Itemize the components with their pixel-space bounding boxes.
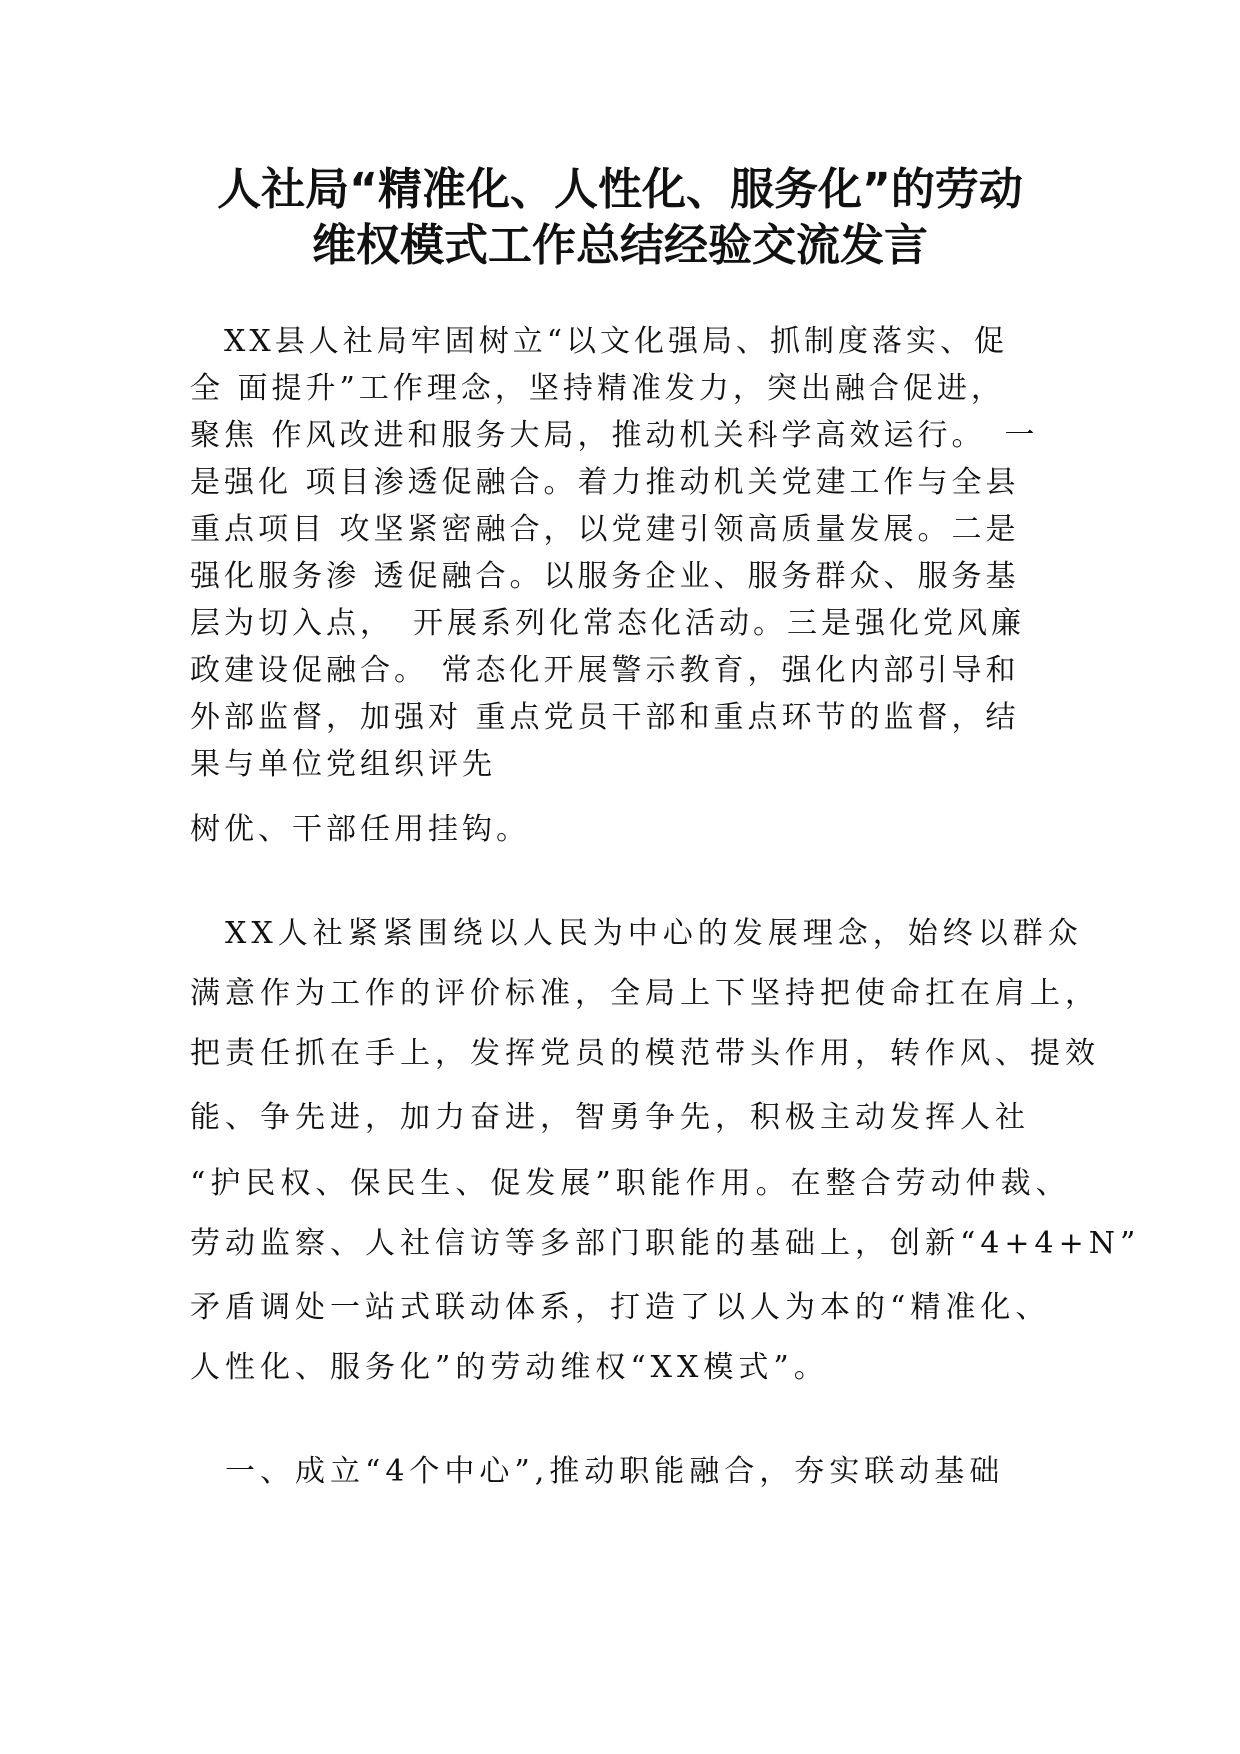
paragraph-line: 外部监督，加强对 重点党员干部和重点环节的监督，结 <box>190 700 1020 735</box>
paragraph-line: 重点项目 攻坚紧密融合，以党建引领高质量发展。二是 <box>190 512 1020 547</box>
document-title-line-1: 人社局“精准化、人性化、服务化”的劳动 <box>217 164 1023 215</box>
document-title-line-2: 维权模式工作总结经验交流发言 <box>312 220 928 271</box>
paragraph-line: 矛盾调处一站式联动体系，打造了以人为本的“精准化、 <box>190 1290 1051 1325</box>
paragraph-line: 把责任抓在手上，发挥党员的模范带头作用，转作风、提效 <box>190 1036 1100 1071</box>
paragraph-line: 果与单位党组织评先 <box>190 747 496 782</box>
paragraph-line: 人性化、服务化”的劳动维权“XX模式”。 <box>190 1350 829 1385</box>
paragraph-line: 劳动监察、人社信访等多部门职能的基础上，创新“4+4+N” <box>190 1226 1141 1261</box>
paragraph-line: 树优、干部任用挂钩。 <box>190 812 530 847</box>
paragraph-line: XX人社紧紧围绕以人民为中心的发展理念，始终以群众 <box>190 916 1083 951</box>
paragraph-line: 能、争先进，加力奋进，智勇争先，积极主动发挥人社 <box>190 1100 1030 1135</box>
section-heading: 一、成立“4个中心”,推动职能融合，夯实联动基础 <box>190 1454 1005 1489</box>
paragraph-line: 层为切入点， 开展系列化常态化活动。三是强化党风廉 <box>190 606 1025 641</box>
paragraph-line: “护民权、保民生、促发展”职能作用。在整合劳动仲裁、 <box>190 1166 1071 1201</box>
paragraph-line: 全 面提升”工作理念，坚持精准发力，突出融合促进， <box>190 371 1005 406</box>
paragraph-line: 是强化 项目渗透促融合。着力推动机关党建工作与全县 <box>190 465 1020 500</box>
paragraph-line: 政建设促融合。 常态化开展警示教育，强化内部引导和 <box>190 653 1020 688</box>
paragraph-line: XX县人社局牢固树立“以文化强局、抓制度落实、促 <box>190 324 1009 359</box>
paragraph-line: 聚焦 作风改进和服务大局，推动机关科学高效运行。 一 <box>190 418 1039 453</box>
paragraph-line: 强化服务渗 透促融合。以服务企业、服务群众、服务基 <box>190 559 1020 594</box>
paragraph-line: 满意作为工作的评价标准，全局上下坚持把使命扛在肩上， <box>190 976 1100 1011</box>
